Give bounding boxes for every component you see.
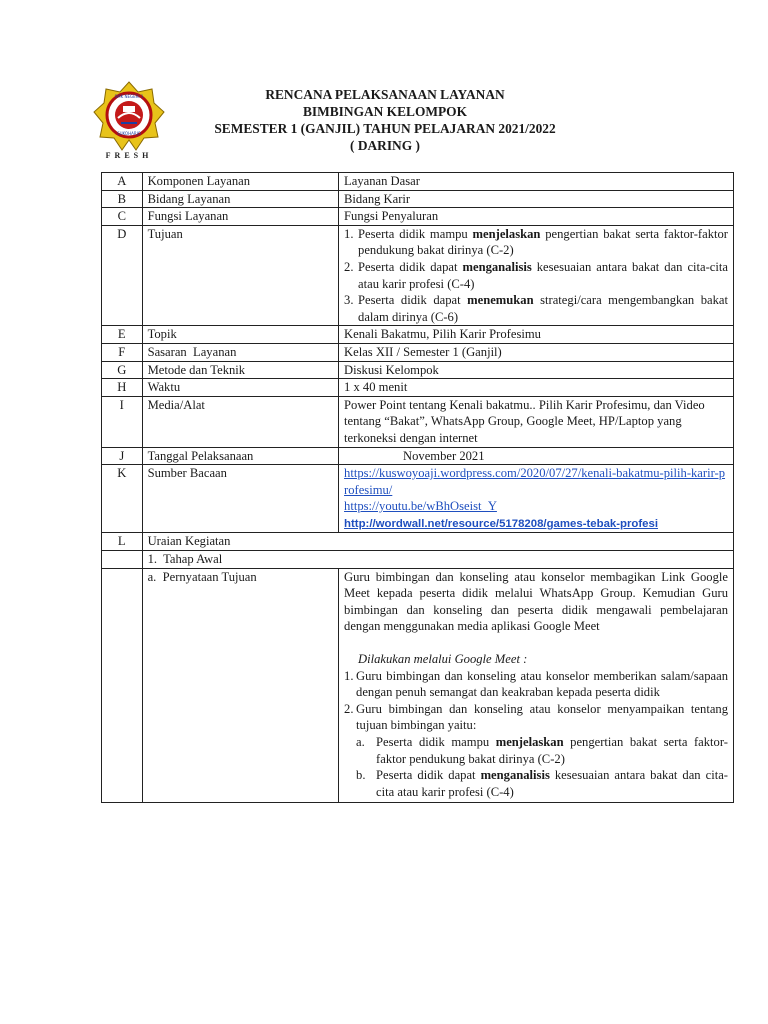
row-value — [339, 225, 734, 326]
list-item: a. Peserta didik mampu menjelaskan pengertian bakat serta faktor-faktor pendukung bakat dirinya (C-2) — [356, 735, 728, 766]
row-label: Sasaran Layanan — [142, 343, 338, 361]
reference-link-wordwall[interactable]: http://wordwall.net/resource/5178208/games-tebak-profesi — [344, 517, 659, 530]
row-code: H — [102, 379, 143, 397]
row-label: Topik — [142, 326, 338, 344]
row-code: J — [102, 447, 143, 465]
list-item: 2. Guru bimbingan dan konseling atau konselor menyampaikan tentang tujuan bimbingan yaitu: — [344, 701, 728, 733]
logo-caption-top: SMK NEGERI 1 — [114, 94, 144, 99]
reference-link-blog[interactable]: https://kuswoyoaji.wordpress.com/2020/07/27/kenali-bakatmu-pilih-karir-profesimu/ — [344, 466, 726, 497]
header-line-4: ( DARING ) — [350, 138, 420, 153]
row-code: F — [102, 343, 143, 361]
row-value: Diskusi Kelompok — [339, 361, 734, 379]
row-value: 1 x 40 menit — [339, 379, 734, 397]
row-value: Fungsi Penyaluran — [339, 208, 734, 226]
list-item: 1. Peserta didik mampu menjelaskan pengertian bakat serta faktor-faktor pendukung bakat dirinya (C-2) — [344, 226, 728, 258]
school-logo — [92, 80, 166, 160]
row-code: G — [102, 361, 143, 379]
row-value — [339, 465, 734, 533]
table-row — [102, 379, 734, 397]
table-row — [102, 190, 734, 208]
table-row — [102, 173, 734, 191]
table-row — [102, 551, 734, 569]
list-item: 3. Peserta didik dapat menemukan strategi/cara mengembangkan bakat dalam dirinya (C-6) — [344, 293, 728, 324]
list-item: b. Peserta didik dapat menganalisis kesesuaian antara bakat dan cita-cita atau karir profesi (C-4) — [356, 768, 728, 799]
row-value: Kelas XII / Semester 1 (Ganjil) — [339, 343, 734, 361]
table-row — [102, 396, 734, 447]
row-code: K — [102, 465, 143, 533]
via-google-meet: Dilakukan melalui Google Meet : — [358, 652, 528, 667]
row-value: Kenali Bakatmu, Pilih Karir Profesimu — [339, 326, 734, 344]
table-row — [102, 568, 734, 803]
row-value: Bidang Karir — [339, 190, 734, 208]
row-label: Fungsi Layanan — [142, 208, 338, 226]
row-label: Tujuan — [142, 225, 338, 326]
row-code: C — [102, 208, 143, 226]
school-seal-icon — [92, 80, 166, 160]
row-label: Media/Alat — [142, 396, 338, 447]
row-value: Power Point tentang Kenali bakatmu.. Pilih Karir Profesimu, dan Video tentang “Bakat”, WhatsApp Group, Google Meet, HP/Laptop yang terkoneksi dengan internet — [339, 396, 734, 447]
row-code: I — [102, 396, 143, 447]
objective-sub-list — [344, 734, 728, 800]
table-row — [102, 533, 734, 551]
activity-steps — [344, 668, 728, 734]
row-code: L — [102, 533, 143, 551]
table-row — [102, 465, 734, 533]
logo-wordmark: FRESH — [105, 151, 153, 160]
row-code-empty — [102, 568, 143, 803]
row-label: Uraian Kegiatan — [142, 533, 733, 551]
row-label: a. Pernyataan Tujuan — [142, 568, 338, 803]
row-code-empty — [102, 551, 143, 569]
table-row — [102, 343, 734, 361]
row-value — [339, 568, 734, 803]
pernyataan-intro: Guru bimbingan dan konseling atau konselor membagikan Link Google Meet kepada peserta didik melalui WhatsApp Group. Kemudian Guru bimbingan dan konseling dan peserta didik mengawali pembelajaran dengan menggunakan media aplikasi Google Meet — [344, 569, 728, 634]
stage-title: 1. Tahap Awal — [142, 551, 733, 569]
header-line-1: RENCANA PELAKSANAAN LAYANAN — [265, 87, 505, 102]
row-value: November 2021 — [339, 447, 734, 465]
header-line-3: SEMESTER 1 (GANJIL) TAHUN PELAJARAN 2021/2022 — [214, 121, 556, 136]
row-label: Sumber Bacaan — [142, 465, 338, 533]
row-label: Bidang Layanan — [142, 190, 338, 208]
row-value: Layanan Dasar — [339, 173, 734, 191]
row-label: Waktu — [142, 379, 338, 397]
row-label: Komponen Layanan — [142, 173, 338, 191]
table-row — [102, 361, 734, 379]
row-label: Metode dan Teknik — [142, 361, 338, 379]
logo-caption-bottom: SUKOHARJO — [117, 131, 141, 136]
tujuan-list — [344, 226, 728, 326]
header-line-2: BIMBINGAN KELOMPOK — [302, 104, 468, 119]
rpl-table — [101, 172, 734, 803]
list-item: 1. Guru bimbingan dan konseling atau konselor memberikan salam/sapaan dengan penuh semangat dan keakraban kepada peserta didik — [344, 668, 728, 700]
row-code: B — [102, 190, 143, 208]
row-code: E — [102, 326, 143, 344]
table-row — [102, 208, 734, 226]
table-row — [102, 447, 734, 465]
document-header — [170, 86, 600, 154]
table-row — [102, 225, 734, 326]
reference-link-youtube[interactable]: https://youtu.be/wBhOseist_Y — [344, 499, 497, 514]
row-code: D — [102, 225, 143, 326]
row-code: A — [102, 173, 143, 191]
row-label: Tanggal Pelaksanaan — [142, 447, 338, 465]
table-row — [102, 326, 734, 344]
list-item: 2. Peserta didik dapat menganalisis kesesuaian antara bakat dan cita-cita atau karir profesi (C-4) — [344, 259, 728, 291]
